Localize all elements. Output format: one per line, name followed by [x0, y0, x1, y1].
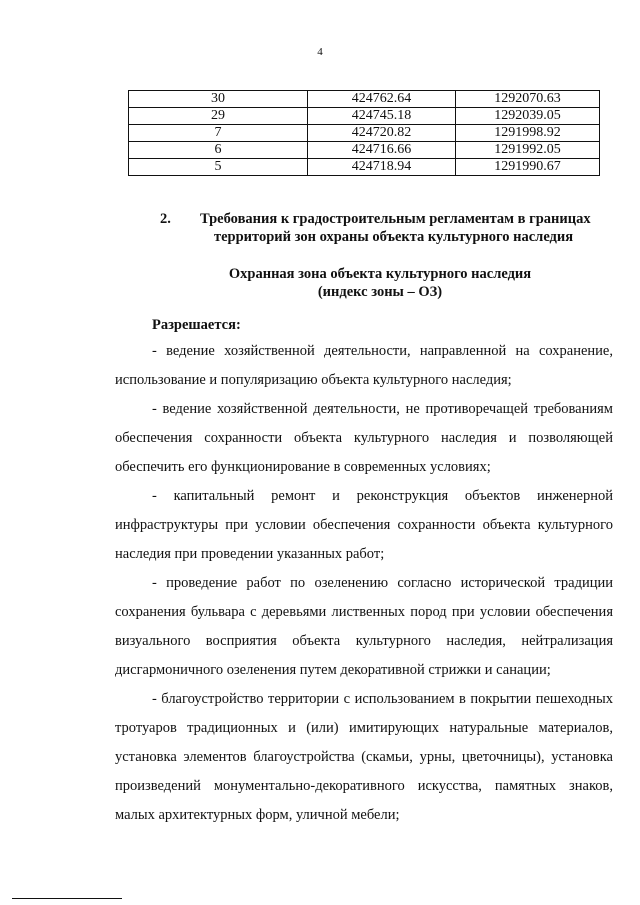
section-number: 2. — [160, 211, 171, 227]
x-coordinate-cell: 424762.64 — [308, 91, 456, 108]
allowed-item: - благоустройство территории с использованием в покрытии пешеходных тротуаров традиционных и (или) имитирующих натуральные материалов, установка элементов благоустройства (скамьи, урны, цветочницы), установка произведений монументально-декоративного искусства, памятных знаков, малых архитектурных форм, уличной мебели; — [115, 691, 613, 823]
point-number-cell: 5 — [129, 159, 308, 176]
coordinates-table-body — [129, 91, 600, 176]
footnote-divider — [12, 898, 122, 899]
y-coordinate-cell: 1292070.63 — [455, 91, 599, 108]
x-coordinate-cell: 424720.82 — [308, 125, 456, 142]
table-row — [129, 108, 600, 125]
point-number-cell: 29 — [129, 108, 308, 125]
y-coordinate-cell: 1291990.67 — [455, 159, 599, 176]
zone-title-line1: Охранная зона объекта культурного наследия — [228, 266, 532, 282]
section-title — [160, 210, 620, 246]
point-number-cell: 30 — [129, 91, 308, 108]
zone-title — [215, 265, 545, 301]
coordinates-table — [128, 90, 600, 176]
page-number: 4 — [317, 46, 323, 58]
x-coordinate-cell: 424716.66 — [308, 142, 456, 159]
table-row — [129, 159, 600, 176]
point-number-cell: 7 — [129, 125, 308, 142]
allowed-item: - ведение хозяйственной деятельности, направленной на сохранение, использование и популяризацию объекта культурного наследия; — [115, 343, 613, 388]
section-title-line1: Требования к градостроительным регламентам в границах — [200, 211, 591, 227]
table-row — [129, 91, 600, 108]
allowed-item: - проведение работ по озеленению согласно исторической традиции сохранения бульвара с деревьями лиственных пород при условии обеспечения визуального восприятия объекта культурного наследия, нейтрализация дисгармоничного озеленения путем декоративной стрижки и санации; — [115, 575, 613, 678]
section-title-line2: территорий зон охраны объекта культурного наследия — [214, 229, 574, 245]
allowed-label: Разрешается: — [152, 317, 241, 333]
allowed-list — [115, 337, 613, 830]
zone-title-line2: (индекс зоны – ОЗ) — [317, 284, 443, 300]
table-row — [129, 142, 600, 159]
y-coordinate-cell: 1292039.05 — [455, 108, 599, 125]
y-coordinate-cell: 1291998.92 — [455, 125, 599, 142]
allowed-item: - капитальный ремонт и реконструкция объектов инженерной инфраструктуры при условии обеспечения сохранности объекта культурного наследия при проведении указанных работ; — [115, 488, 613, 562]
section-heading — [160, 210, 620, 246]
allowed-item: - ведение хозяйственной деятельности, не противоречащей требованиям обеспечения сохранности объекта культурного наследия и позволяющей обеспечить его функционирование в современных условиях; — [115, 401, 613, 475]
x-coordinate-cell: 424745.18 — [308, 108, 456, 125]
y-coordinate-cell: 1291992.05 — [455, 142, 599, 159]
point-number-cell: 6 — [129, 142, 308, 159]
table-row — [129, 125, 600, 142]
x-coordinate-cell: 424718.94 — [308, 159, 456, 176]
